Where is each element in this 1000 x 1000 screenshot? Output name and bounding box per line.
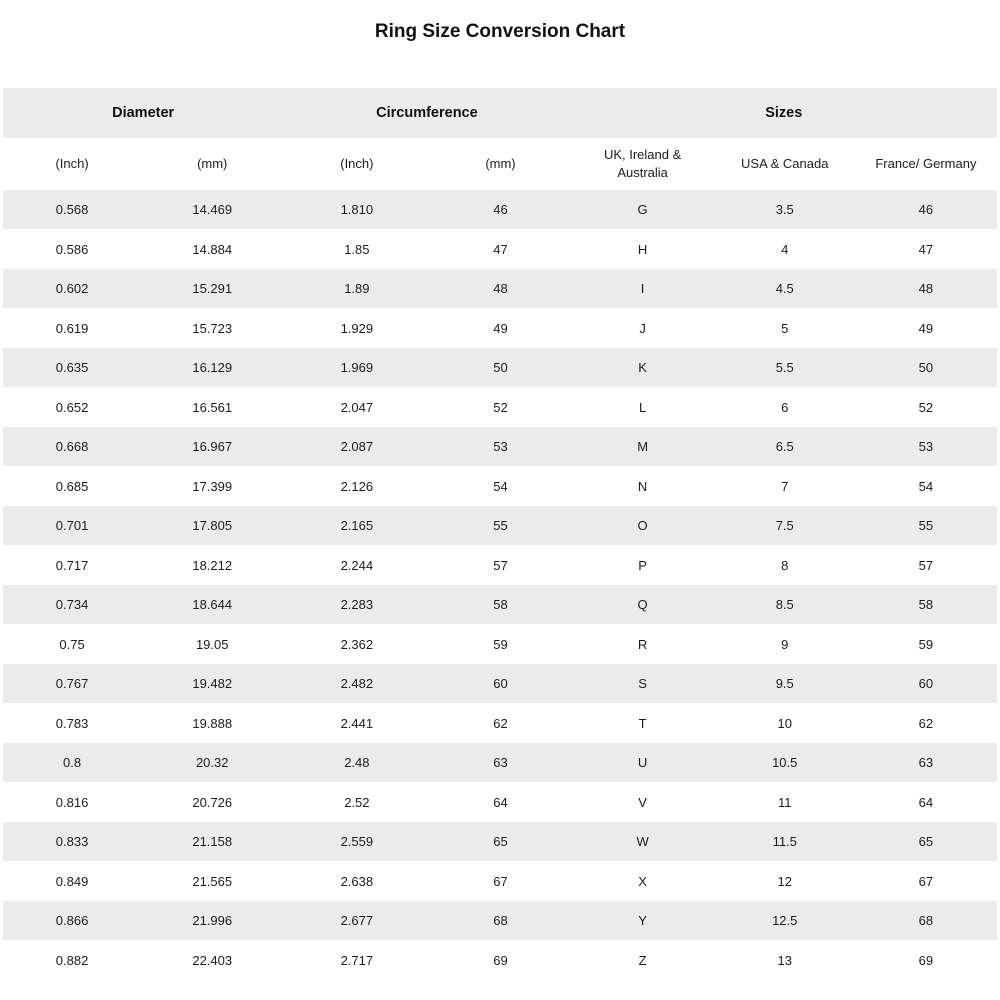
table-cell: 67	[855, 861, 997, 901]
table-cell: 69	[430, 940, 570, 980]
table-cell: 16.967	[141, 427, 283, 467]
table-cell: N	[571, 466, 715, 506]
table-cell: 53	[855, 427, 997, 467]
table-cell: 54	[855, 466, 997, 506]
table-cell: R	[571, 624, 715, 664]
table-cell: 0.668	[3, 427, 141, 467]
table-cell: 17.805	[141, 506, 283, 546]
table-cell: 21.158	[141, 822, 283, 862]
table-cell: 0.833	[3, 822, 141, 862]
table-cell: 1.969	[283, 348, 430, 388]
table-cell: 0.586	[3, 229, 141, 269]
table-cell: 62	[430, 703, 570, 743]
table-cell: 49	[855, 308, 997, 348]
table-cell: T	[571, 703, 715, 743]
table-cell: V	[571, 782, 715, 822]
table-cell: 63	[430, 743, 570, 783]
table-cell: 53	[430, 427, 570, 467]
header-group-row	[3, 88, 997, 138]
table-cell: 47	[855, 229, 997, 269]
table-cell: 16.129	[141, 348, 283, 388]
table-cell: 19.05	[141, 624, 283, 664]
ring-size-table	[3, 88, 997, 980]
table-cell: 12	[715, 861, 855, 901]
header-group-diameter: Diameter	[3, 88, 283, 138]
table-row	[3, 664, 997, 704]
table-cell: 0.783	[3, 703, 141, 743]
table-cell: 67	[430, 861, 570, 901]
table-cell: S	[571, 664, 715, 704]
table-cell: 69	[855, 940, 997, 980]
table-row	[3, 545, 997, 585]
table-cell: 5.5	[715, 348, 855, 388]
table-row	[3, 348, 997, 388]
table-cell: 10	[715, 703, 855, 743]
table-cell: L	[571, 387, 715, 427]
table-cell: 55	[430, 506, 570, 546]
table-cell: 15.723	[141, 308, 283, 348]
table-cell: 10.5	[715, 743, 855, 783]
table-cell: 65	[430, 822, 570, 862]
table-cell: 59	[430, 624, 570, 664]
table-cell: 2.48	[283, 743, 430, 783]
table-cell: 14.884	[141, 229, 283, 269]
table-cell: 2.441	[283, 703, 430, 743]
table-row	[3, 190, 997, 230]
table-row	[3, 269, 997, 309]
table-row	[3, 466, 997, 506]
table-cell: 47	[430, 229, 570, 269]
table-cell: 16.561	[141, 387, 283, 427]
table-cell: 68	[855, 901, 997, 941]
table-cell: 50	[855, 348, 997, 388]
table-cell: 46	[430, 190, 570, 230]
table-cell: 58	[855, 585, 997, 625]
table-row	[3, 506, 997, 546]
table-cell: 1.929	[283, 308, 430, 348]
table-cell: X	[571, 861, 715, 901]
table-row	[3, 229, 997, 269]
table-row	[3, 743, 997, 783]
table-cell: 60	[430, 664, 570, 704]
header-usa-canada: USA & Canada	[715, 138, 855, 190]
table-cell: 7.5	[715, 506, 855, 546]
table-row	[3, 585, 997, 625]
table-cell: 2.283	[283, 585, 430, 625]
table-cell: H	[571, 229, 715, 269]
table-cell: 8	[715, 545, 855, 585]
table-row	[3, 427, 997, 467]
table-cell: 8.5	[715, 585, 855, 625]
table-row	[3, 308, 997, 348]
table-cell: O	[571, 506, 715, 546]
table-cell: 0.717	[3, 545, 141, 585]
table-cell: 1.810	[283, 190, 430, 230]
table-cell: 46	[855, 190, 997, 230]
table-cell: M	[571, 427, 715, 467]
table-cell: 9.5	[715, 664, 855, 704]
table-cell: 15.291	[141, 269, 283, 309]
table-cell: 0.767	[3, 664, 141, 704]
table-cell: 2.126	[283, 466, 430, 506]
header-uk-ireland-australia	[571, 138, 715, 190]
table-row	[3, 387, 997, 427]
table-header	[3, 88, 997, 190]
table-cell: G	[571, 190, 715, 230]
table-cell: 0.652	[3, 387, 141, 427]
table-cell: 6.5	[715, 427, 855, 467]
table-cell: 52	[430, 387, 570, 427]
table-cell: 49	[430, 308, 570, 348]
table-cell: 64	[430, 782, 570, 822]
table-cell: K	[571, 348, 715, 388]
table-cell: 2.677	[283, 901, 430, 941]
table-cell: Z	[571, 940, 715, 980]
table-cell: 2.087	[283, 427, 430, 467]
table-cell: 11	[715, 782, 855, 822]
page-title: Ring Size Conversion Chart	[374, 21, 626, 42]
table-cell: 19.888	[141, 703, 283, 743]
table-cell: 2.482	[283, 664, 430, 704]
table-cell: 0.866	[3, 901, 141, 941]
table-cell: 65	[855, 822, 997, 862]
table-cell: 2.244	[283, 545, 430, 585]
table-cell: 4	[715, 229, 855, 269]
table-row	[3, 624, 997, 664]
table-row	[3, 703, 997, 743]
table-row	[3, 861, 997, 901]
table-cell: 52	[855, 387, 997, 427]
table-cell: P	[571, 545, 715, 585]
table-cell: 2.047	[283, 387, 430, 427]
table-body	[3, 190, 997, 980]
table-cell: 9	[715, 624, 855, 664]
table-cell: 6	[715, 387, 855, 427]
table-cell: 3.5	[715, 190, 855, 230]
table-cell: 21.996	[141, 901, 283, 941]
table-row	[3, 822, 997, 862]
header-diameter-mm: (mm)	[141, 138, 283, 190]
table-cell: 2.52	[283, 782, 430, 822]
header-circumference-inch: (Inch)	[283, 138, 430, 190]
table-cell: 11.5	[715, 822, 855, 862]
header-diameter-inch: (Inch)	[3, 138, 141, 190]
table-cell: 18.212	[141, 545, 283, 585]
table-cell: 13	[715, 940, 855, 980]
table-row	[3, 901, 997, 941]
table-cell: 0.75	[3, 624, 141, 664]
header-group-sizes: Sizes	[571, 88, 997, 138]
header-france-germany: France/ Germany	[855, 138, 997, 190]
table-cell: 21.565	[141, 861, 283, 901]
table-cell: J	[571, 308, 715, 348]
table-cell: 5	[715, 308, 855, 348]
table-cell: 54	[430, 466, 570, 506]
table-cell: 60	[855, 664, 997, 704]
header-circumference-mm: (mm)	[430, 138, 570, 190]
table-cell: Y	[571, 901, 715, 941]
table-cell: Q	[571, 585, 715, 625]
table-cell: 14.469	[141, 190, 283, 230]
table-cell: 1.85	[283, 229, 430, 269]
table-cell: U	[571, 743, 715, 783]
table-cell: 0.8	[3, 743, 141, 783]
table-cell: 59	[855, 624, 997, 664]
table-cell: 57	[855, 545, 997, 585]
table-cell: 0.849	[3, 861, 141, 901]
table-cell: 2.638	[283, 861, 430, 901]
table-cell: 1.89	[283, 269, 430, 309]
table-cell: 50	[430, 348, 570, 388]
table-cell: 0.568	[3, 190, 141, 230]
table-cell: 0.701	[3, 506, 141, 546]
header-group-circumference: Circumference	[283, 88, 570, 138]
table-cell: 48	[430, 269, 570, 309]
table-cell: 0.685	[3, 466, 141, 506]
table-cell: 0.619	[3, 308, 141, 348]
table-cell: 20.32	[141, 743, 283, 783]
table-cell: 0.882	[3, 940, 141, 980]
table-cell: 2.165	[283, 506, 430, 546]
table-cell: 12.5	[715, 901, 855, 941]
table-cell: 0.602	[3, 269, 141, 309]
table-cell: 4.5	[715, 269, 855, 309]
table-cell: I	[571, 269, 715, 309]
header-sub-row	[3, 138, 997, 190]
table-cell: 48	[855, 269, 997, 309]
table-cell: W	[571, 822, 715, 862]
table-cell: 63	[855, 743, 997, 783]
table-cell: 0.635	[3, 348, 141, 388]
table-cell: 2.559	[283, 822, 430, 862]
table-cell: 18.644	[141, 585, 283, 625]
table-cell: 2.362	[283, 624, 430, 664]
table-cell: 0.816	[3, 782, 141, 822]
table-cell: 55	[855, 506, 997, 546]
table-cell: 64	[855, 782, 997, 822]
table-row	[3, 782, 997, 822]
table-cell: 7	[715, 466, 855, 506]
table-cell: 2.717	[283, 940, 430, 980]
table-cell: 17.399	[141, 466, 283, 506]
table-cell: 58	[430, 585, 570, 625]
table-cell: 19.482	[141, 664, 283, 704]
table-cell: 68	[430, 901, 570, 941]
table-cell: 57	[430, 545, 570, 585]
table-row	[3, 940, 997, 980]
table-cell: 0.734	[3, 585, 141, 625]
table-cell: 20.726	[141, 782, 283, 822]
header-label: UK, Ireland & Australia	[603, 147, 682, 180]
table-cell: 22.403	[141, 940, 283, 980]
table-cell: 62	[855, 703, 997, 743]
